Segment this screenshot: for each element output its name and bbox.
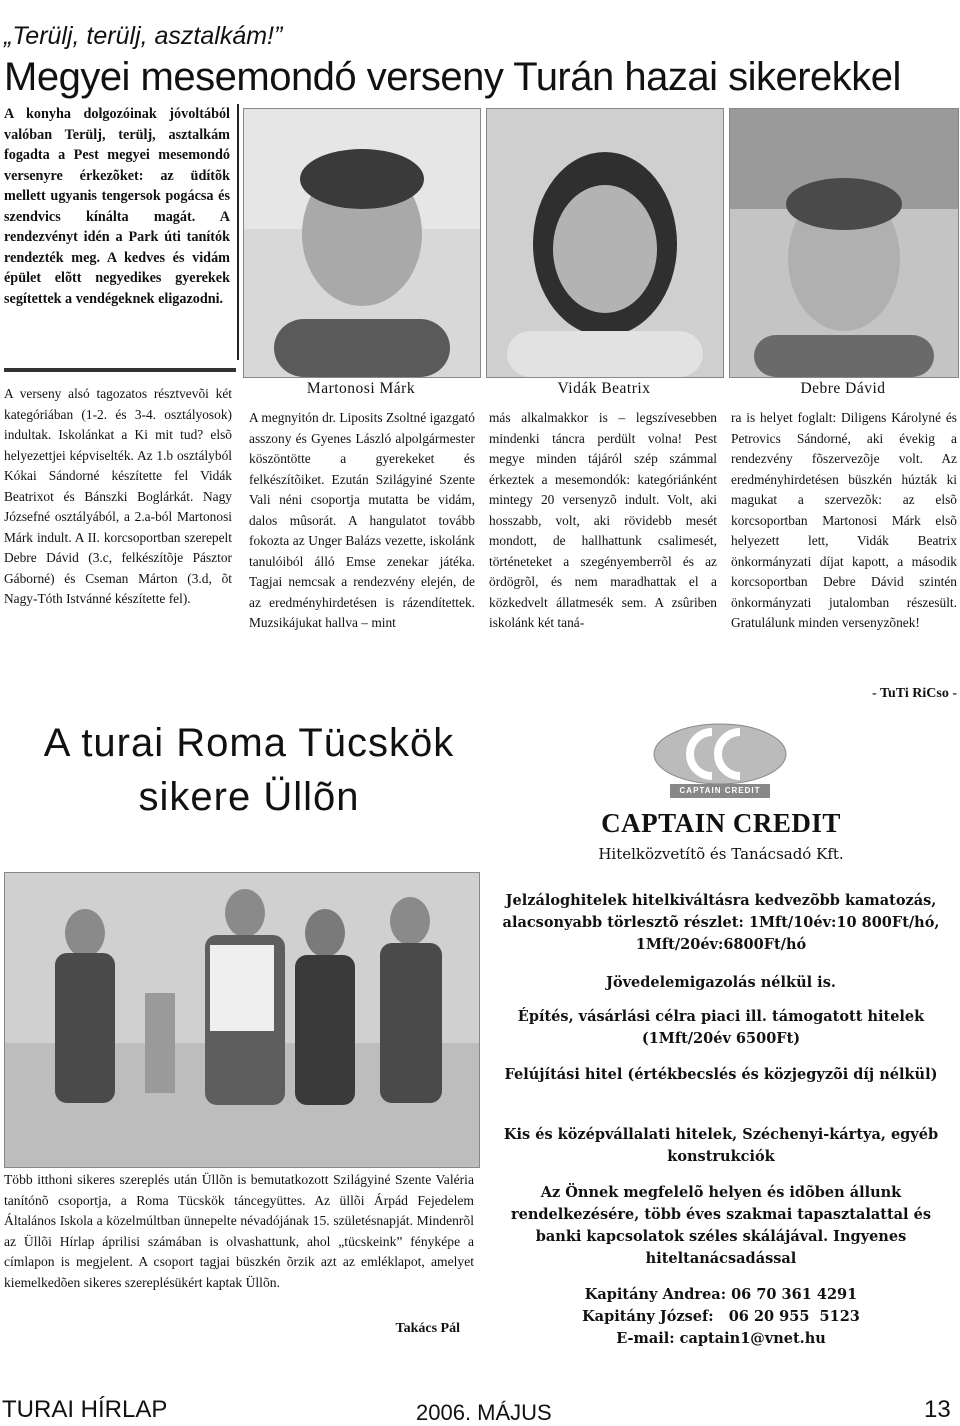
column-divider (237, 104, 239, 360)
ad-paragraph: Építés, vásárlási célra piaci ill. támogatott hitelek (1Mft/20év 6500Ft) (517, 1008, 925, 1047)
ad-title: CAPTAIN CREDIT (601, 808, 841, 838)
photo-caption: Debre Dávid (800, 380, 886, 397)
article-signature: - TuTi RiCso - (872, 686, 957, 701)
story2-title (20, 716, 478, 824)
page-title: Megyei mesemondó verseny Turán hazai sikerekkel (4, 55, 901, 99)
article-column-3: más alkalmakkor is – legszívesebben mindenki táncra perdült volna! Pest megye minden tájáról szép számmal érkeztek a mesemondók: kategóriánként mintegy 20 versenyzõ indult. Volt, aki hosszabb, volt, aki rövidebb mesét mondott, de hallhattunk csalimesét, történeteket a szegényemberrõl és az ördögrõl, és nem maradhattak el a közkedvelt állatmesék sem. A zsûriben iskolánk két taná- (489, 410, 717, 630)
ad-contact-jozsef: Kapitány József: 06 20 955 5123 (582, 1308, 860, 1325)
photo-caption: Vidák Beatrix (557, 380, 651, 397)
portrait-image (487, 109, 723, 377)
article-column-2: A megnyitón dr. Liposits Zsoltné igazgató asszony és Gyenes László alpolgármester köszöntötte a gyerekeket és felkészítõiket. Ezután Szilágyiné Szente Vali néni csoportja mutatta be vidám, dalos mûsorát. A hangulatot tovább fokozta az Unger Balázs vezette, iskolánk tanulóiból álló Emse zenekar játéka. Tagjai nemcsak a rendezvény elején, de az eredményhirdetésen is rázendítettek. Muzsikájukat hallva – mint (249, 410, 475, 630)
photo-debre-david (729, 108, 959, 378)
portrait-image (244, 109, 480, 377)
photo-martonosi-mark (243, 108, 481, 378)
lead-paragraph: A konyha dolgozóinak jóvoltából valóban Terülj, terülj, asztalkám fogadta a Pest megyei mesemondó versenyre érkezõket: az üdítõk mellett ugyanis tengersok pogácsa és szendvics kínálta magát. A rendezvényt idén a Park úti tanítók rendezték meg. A kedves és vidám épület elõtt negyedikes gyerekek segítettek a vendégeknek eligazodni. (4, 106, 230, 307)
story2-title-line: A turai Roma Tücskök (43, 721, 455, 765)
ad-subtitle: Hitelközvetítõ és Tanácsadó Kft. (598, 845, 844, 863)
footer-publication: TURAI HÍRLAP (2, 1396, 168, 1423)
logo-text: CAPTAIN CREDIT (679, 786, 761, 795)
photo-caption: Martonosi Márk (306, 380, 416, 397)
story2-title-line: sikere Üllõn (138, 775, 360, 819)
story2-signature: Takács Pál (395, 1321, 460, 1336)
ad-paragraph: Jelzáloghitelek hitelkiváltásra kedvezõbb kamatozás, alacsonyabb törlesztõ részlet: 1Mft/10év:10 800Ft/hó, 1Mft/20év:6800Ft/hó (502, 892, 940, 953)
captain-credit-logo (650, 718, 790, 800)
article-column-4: ra is helyet foglalt: Diligens Károlyné és Petrovics Sándorné, aki évekig a rendezvény fõszervezõje volt. Az eredményhirdetésen büszkén húzták ki magukat a szervezõk: az elsõ korcsoportban Martonosi Márk elsõ helyezett lett, Vidák Beatrix önkormányzati díjat kapott, a második korcsoportban Debre Dávid szintén önkormányzati jutalomban részesült. Gratulálunk minden versenyzõnek! (731, 410, 957, 630)
story2-body: Több itthoni sikeres szereplés után Üllõn is bemutatkozott Szilágyiné Szente Valéria tanítónõ csoportja, a Roma Tücskök táncegyüttes. Az üllõi Árpád Fejedelem Általános Iskola a közelmúltban ünnepelte névadójának 15. születésnapját. Mindenrõl az Üllõi Hírlap áprilisi számában is olvashattunk, ahol „tücskeink” fényképe a címlapon is megjelent. A csoport tagjai büszkén õrzik azt az emléklapot, amelyet kiemelkedõen sikeres szereplésükért kaptak Üllõn. (4, 1172, 474, 1290)
portrait-image (730, 109, 958, 377)
ad-paragraph: Jövedelemigazolás nélkül is. (606, 974, 836, 991)
photo-vidak-beatrix (486, 108, 724, 378)
ad-contact-andrea: Kapitány Andrea: 06 70 361 4291 (584, 1286, 858, 1303)
page-number: 13 (924, 1396, 951, 1423)
ad-paragraph: Felújítási hitel (értékbecslés és közjegyzõi díj nélkül) (504, 1066, 938, 1083)
ad-contact-email: E-mail: captain1@vnet.hu (616, 1330, 826, 1347)
footer-date: 2006. MÁJUS (416, 1400, 552, 1425)
ad-paragraph: Kis és középvállalati hitelek, Széchenyi-kártya, egyéb konstrukciók (503, 1126, 939, 1165)
photo-roma-tucskok (4, 872, 480, 1168)
kicker: „Terülj, terülj, asztalkám!” (4, 22, 283, 50)
article-column-1: A verseny alsó tagozatos résztvevõi két kategóriában (1-2. és 3-4. osztályosok) indultak. Iskolánkat a Ki mit tud? elsõ helyezettjei képviselték. Az 1.b osztályból Kókai Sándorné készítette fel Vidák Beatrixot és Bánszki Boglárkát. Nagy Józsefné osztályából, a 2.a-ból Martonosi Márk indult. A II. korcsoportban szerepelt Debre Dávid (3.c, felkészítõje Pásztor Gáborné) és Cseman Márton (3.d, õt Nagy-Tóth Istvánné készítette fel). (4, 386, 232, 606)
section-divider (4, 368, 236, 372)
group-photo-image (5, 873, 479, 1167)
ad-paragraph: Az Önnek megfelelõ helyen és idõben állunk rendelkezésére, több éves szakmai tapasztalattal és banki kapcsolatok széles skálájával. Ingyenes hiteltanácsadással (510, 1184, 932, 1267)
